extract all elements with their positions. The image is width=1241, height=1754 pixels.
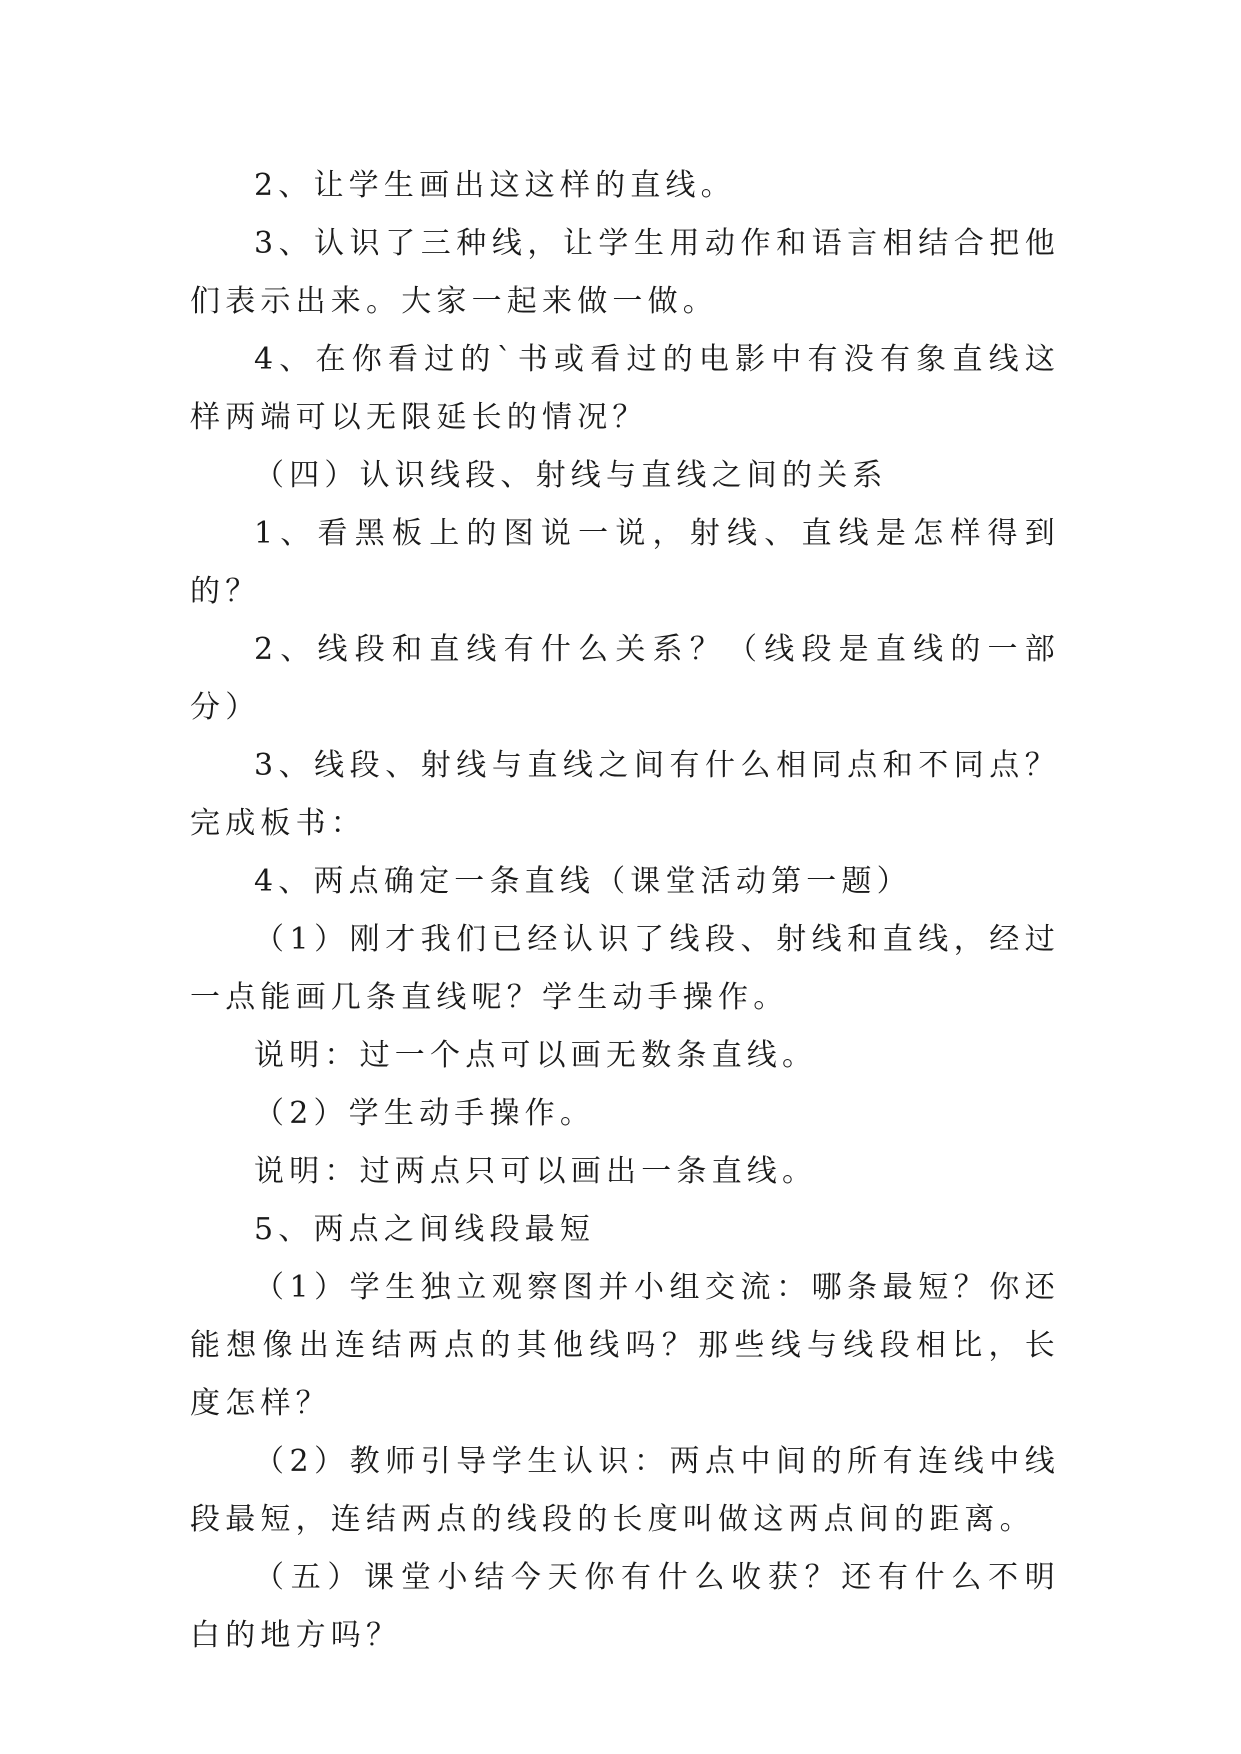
section-heading-summary: （五）课堂小结今天你有什么收获？还有什么不明白的地方吗？ (190, 1560, 1060, 1653)
paragraph-draw-line: 2、让学生画出这这样的直线。 (254, 168, 736, 203)
section-heading-four: （四）认识线段、射线与直线之间的关系 (254, 458, 888, 493)
paragraph-shortest-segment: 5、两点之间线段最短 (254, 1212, 596, 1247)
paragraph-distance-definition: （2）教师引导学生认识：两点中间的所有连线中线段最短，连结两点的线段的长度叫做这两点间的距离。 (190, 1444, 1060, 1537)
paragraph-two-points-line: 4、两点确定一条直线（课堂活动第一题） (254, 864, 912, 899)
paragraph-observe-compare: （1）学生独立观察图并小组交流：哪条最短？你还能想像出连结两点的其他线吗？那些线与线段相比，长度怎样？ (190, 1270, 1060, 1421)
paragraph-segment-relation: 2、线段和直线有什么关系？（线段是直线的一部分） (190, 632, 1060, 725)
paragraph-one-point-lines: （1）刚才我们已经认识了线段、射线和直线，经过一点能画几条直线呢？学生动手操作。 (190, 922, 1060, 1015)
paragraph-infinite-extension: 4、在你看过的`书或看过的电影中有没有象直线这样两端可以无限延长的情况？ (190, 342, 1060, 435)
paragraph-similarities: 3、线段、射线与直线之间有什么相同点和不同点？完成板书： (190, 748, 1060, 841)
note-single-line: 说明：过两点只可以画出一条直线。 (254, 1154, 818, 1189)
paragraph-three-lines: 3、认识了三种线，让学生用动作和语言相结合把他们表示出来。大家一起来做一做。 (190, 226, 1060, 319)
note-infinite-lines: 说明：过一个点可以画无数条直线。 (254, 1038, 818, 1073)
paragraph-student-operation: （2）学生动手操作。 (254, 1096, 596, 1131)
paragraph-blackboard: 1、看黑板上的图说一说，射线、直线是怎样得到的？ (190, 516, 1060, 609)
document-body (190, 157, 1060, 1665)
